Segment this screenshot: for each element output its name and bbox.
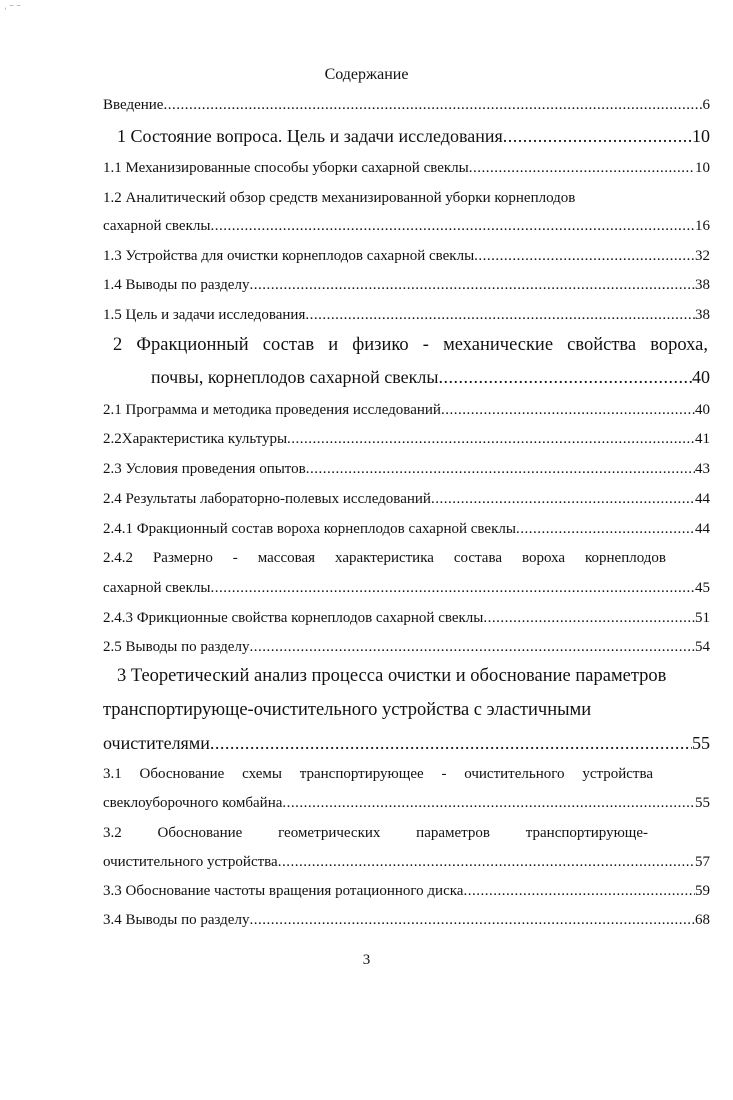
toc-entry-1-4: 1.4 Выводы по разделу ..... 38 (103, 277, 710, 294)
toc-entry-3-1-line1: 3.1 Обоснование схемы транспортирующее - очистительного устройства (103, 766, 653, 782)
toc-entry-2-1: 2.1 Программа и методика проведения исследований ..... 40 (103, 402, 710, 419)
toc-entry-2-4: 2.4 Результаты лабораторно-полевых исследований ..... 44 (103, 491, 710, 508)
toc-entry-3-2: очистительного устройства ..... 57 (103, 854, 710, 871)
scan-marks: ˒ ⁻ ⁻ (4, 2, 21, 12)
toc-entry-3-2-line1: 3.2 Обоснование геометрических параметров транспортирующе- (103, 825, 648, 841)
toc-entry-1-5: 1.5 Цель и задачи исследования ..... 38 (103, 307, 710, 324)
toc-entry-3-3: 3.3 Обоснование частоты вращения ротационного диска ..... 59 (103, 883, 710, 900)
toc-entry-1-2-line1: 1.2 Аналитический обзор средств механизированной уборки корнеплодов (103, 190, 576, 206)
toc-entry-chapter-2-line1: 2 Фракционный состав и физико - механические свойства вороха, (113, 335, 708, 355)
page-number: 3 (362, 952, 371, 968)
toc-entry-3-4: 3.4 Выводы по разделу ..... 68 (103, 912, 710, 929)
toc-entry-2-5: 2.5 Выводы по разделу ..... 54 (103, 639, 710, 656)
toc-entry-2-4-1: 2.4.1 Фракционный состав вороха корнеплодов сахарной свеклы ..... 44 (103, 521, 710, 538)
toc-entry-2-4-2: сахарной свеклы ..... 45 (103, 580, 710, 597)
toc-entry-intro: Введение ..... 6 (103, 97, 710, 114)
toc-entry-2-4-3: 2.4.3 Фрикционные свойства корнеплодов сахарной свеклы ..... 51 (103, 610, 710, 627)
toc-entry-chapter-2: почвы, корнеплодов сахарной свеклы ..... 40 (151, 367, 710, 388)
toc-entry-1-1: 1.1 Механизированные способы уборки сахарной свеклы ..... 10 (103, 160, 710, 177)
toc-entry-chapter-3: очистителями ..... 55 (103, 733, 710, 754)
toc-entry-2-2: 2.2Характеристика культуры ..... 41 (103, 431, 710, 448)
toc-entry-chapter-1: 1 Состояние вопроса. Цель и задачи исследования ..... 10 (117, 126, 710, 147)
toc-entry-1-3: 1.3 Устройства для очистки корнеплодов сахарной свеклы ..... 32 (103, 248, 710, 265)
toc-entry-chapter-3-line1: 3 Теоретический анализ процесса очистки и обоснование параметров (117, 666, 667, 686)
toc-entry-1-2: сахарной свеклы ..... 16 (103, 218, 710, 235)
toc-entry-2-3: 2.3 Условия проведения опытов ..... 43 (103, 461, 710, 478)
toc-entry-2-4-2-line1: 2.4.2 Размерно - массовая характеристика состава вороха корнеплодов (103, 550, 666, 566)
page-title: Содержание (324, 66, 409, 83)
toc-entry-chapter-3-line2: транспортирующе-очистительного устройства с эластичными (103, 700, 592, 720)
toc-entry-3-1: свеклоуборочного комбайна ..... 55 (103, 795, 710, 812)
